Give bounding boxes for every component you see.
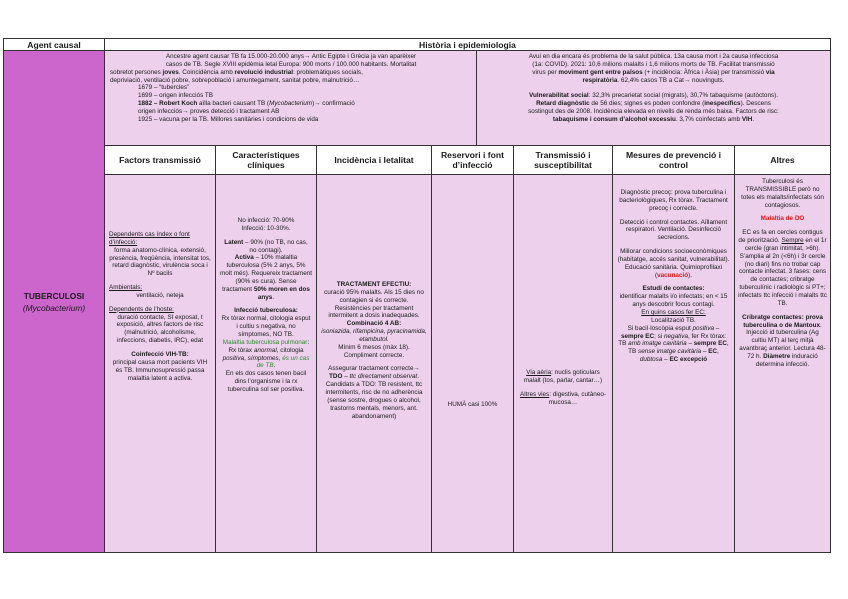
factors-cell: [104, 174, 216, 553]
history-header: Història i epidemiologia: [104, 38, 831, 51]
measures-text: Diagnòstic precoç: prova tuberculina i bacteriològiques, Rx tòrax. Tractament precoç i correcte.: [619, 189, 728, 212]
factors-text: principal causa mort pacients VIH és TB. Immunosupressió passa malaltia latent a activa.: [112, 358, 208, 382]
agent-name: TUBERCULOSI: [23, 290, 85, 301]
transmission-air: Via aèria: nuclis goticulars malalt (tos, parlar, cantar…): [523, 369, 603, 384]
measures-text: identificar malalts i/o infectats; en < 15 anys descobrir focus contagi.: [619, 293, 728, 309]
factors-heading: Dependents de l’hoste:: [109, 305, 174, 313]
factors-heading: Coinfecció VIH-TB:: [131, 350, 189, 358]
history-line: 1679 – “tubercles”: [138, 84, 190, 92]
incidence-heading: TRACTAMENT EFECTIU:: [336, 281, 412, 288]
clinic-disease: Malaltia tuberculosa pulmonar: Rx tòrax anormal, citologia positiva, símptomes, és un cas de TB.: [222, 338, 310, 370]
others-do: Malaltia de DO: [760, 215, 805, 223]
incidence-tdo: Assegurar tractament correcte→ TDO – ttc directament observat.: [328, 365, 420, 381]
reservoir-cell: [431, 174, 514, 553]
history-line: sobretot persones joves. Coincidència amb revolució industrial: problemàtiques socials,: [110, 68, 363, 76]
epidemiology-cell: [476, 50, 831, 158]
others-ec: EC es fa en cercles contigus de priorització. Sempre en el 1r cercle (gran intimitat, >6h). S’amplia al 2n (<6h) i 3r cercle (no diari) fins no trobar cap contacte infectat. 3 fases: cens de contactes; cribratge tuberculínic i radiològic si PT+; infectats ttc infecció i malalts ttc TB.: [738, 229, 827, 307]
factors-heading: Dependents cas índex o font d’infecció:: [109, 231, 190, 246]
epi-line: Retard diagnòstic de 56 dies; signes es poden confondre (inespecífics). Descens: [536, 100, 771, 108]
history-line: 1882 – Robert Koch aïlla bacteri causant TB (Mycobacterium)→ confirmació: [138, 100, 355, 108]
epi-line: respiratòria. 62,4% casos TB a Cat→ nouvinguts.: [582, 76, 725, 84]
col-header-incidence: Incidència i letalitat: [316, 145, 432, 175]
factors-heading: Ambientals:: [109, 284, 143, 292]
incidence-text: curació 95% malalts. Als 15 dies no contagien si és correcte. Resistències per tractament intermitent a dosis inadequades.: [324, 288, 424, 320]
measures-heading: Estudi de contactes:: [642, 285, 705, 293]
agent-causal-header: Agent causal: [3, 38, 105, 51]
epidemiology-table: [3, 38, 831, 553]
epi-line: Avui en dia encara és problema de la salut pública. 13a causa mort i 2a causa infecciosa: [528, 53, 779, 60]
history-cell: [104, 50, 477, 158]
col-header-others: Altres: [734, 145, 831, 175]
history-line: depriviació, ventilació pobre, sobrepoblació i amuntegament, sanitat pobre, malnutrició…: [110, 76, 360, 84]
epi-line: sostingut des de 2008. Incidència elevada en nivells de renda més baixa. Factors de risc:: [528, 108, 779, 116]
measures-text: Detecció i control contactes. Aïllament respiratori. Ventilació. Desinfecció secrecions.: [619, 218, 728, 242]
incidence-text: Candidats a TDO: TB resistent, ttc intermitents, risc de no adherència (sense sostre, drogues o alcohol, trastorns mentals, menors, ant. abandonament): [325, 381, 423, 420]
measures-cell: [612, 174, 735, 553]
clinic-cell: [215, 174, 317, 553]
transmission-other: Altres vies: digestiva, cutàneo-mucosa…: [519, 390, 607, 406]
history-line: casos de TB. Segle XVIII epidèmia letal Europa: 900 morts / 100.000 habitants. Mortalitat: [165, 60, 417, 68]
col-header-reservoir: Reservori i font d’infecció: [431, 145, 514, 175]
incidence-text: Mínim 6 mesos (màx 18). Compliment correcte.: [338, 343, 410, 359]
transmission-cell: [513, 174, 613, 553]
epi-line: tabaquisme i consum d’alcohol excessiu. 3,7% coinfectats amb VIH.: [552, 115, 755, 123]
measures-text: Localització TB.: [651, 316, 696, 324]
incidence-cell: [316, 174, 432, 553]
clinic-latent: Latent – 90% (no TB, no cas, no contagi).: [224, 238, 308, 254]
clinic-text: Rx tòrax normal, citologia esput i cultiu s negativa, no símptomes, NO TB.: [221, 315, 311, 338]
others-cell: [734, 174, 831, 553]
measures-heading: En quins casos fer EC:: [641, 308, 706, 316]
col-header-clinic: Característiques clíniques: [215, 145, 317, 175]
factors-text: forma anatomo-clínica, extensió, presència, freqüència, intensitat tos, retard diagnòstic, virulència soca i Nº bacils: [109, 246, 211, 278]
history-line: 1925 – vacuna per la TB. Millores sanitàries i condicions de vida: [138, 115, 319, 123]
col-header-factors: Factors transmissió: [104, 145, 216, 175]
clinic-active: Activa – 10% malaltia tuberculosa (5% 2 anys, 5% molt més). Requereix tractament (90% es cura). Sense tractament 50% moren en dos anys.: [220, 254, 313, 301]
others-mantoux: Cribratge contactes: prova tuberculina o de Mantoux. Injecció id tuberculina (Ag cultiu MT) al terç mitjà avantbraç anterior. Lectura 48-72 h. Diàmetre induració determina infecció.: [739, 313, 826, 368]
clinic-text: Infecció: 10-30%.: [241, 224, 291, 232]
incidence-heading: Combinació 4 AB:: [346, 320, 402, 328]
epi-line: (1a: COVID). 2021: 10,6 milions malalts i 1,6 milions morts de TB. Facilitat transmissió: [532, 60, 775, 68]
history-line: Ancestre agent causar TB fa 15.000-20.000 anys→ Antic Egipte i Grècia ja van aparèixer: [165, 53, 417, 60]
epi-line: virus per moviment gent entre països (+ incidència: Àfrica i Àsia) per transmissió via: [532, 68, 775, 76]
agent-species: (Mycobacterium): [22, 302, 86, 313]
history-line: 1699 – origen infecciós TB: [138, 92, 213, 100]
measures-ec: Si bacil·loscòpia esput positiva – sempre EC; si negativa, fer Rx tòrax: TB amb imatge cavitària – sempre EC, TB sense imatge cavitària – EC, dubtosa – EC excepció: [618, 324, 729, 364]
measures-text: Millorar condicions socioeconòmiques (habitatge, accés sanitat, vulnerabilitat). Educació sanitària. Quimioprofilaxi (vacunació).: [617, 248, 730, 279]
clinic-heading: Infecció tuberculosa:: [234, 307, 298, 315]
epi-line: Vulnerabilitat social: 32,3% precarietat social (migrats), 30,7% tabaquisme (autòctons).: [528, 92, 779, 100]
col-header-measures: Mesures de prevenció i control: [612, 145, 735, 175]
agent-cell: [3, 50, 105, 553]
history-line: origen infecciós→ proves detecció i tractament AB: [138, 107, 280, 115]
others-text: Tuberculosi és TRANSMISSIBLE però no totes els malalts/infectats són contagiosos.: [741, 178, 824, 209]
col-header-transmission: Transmissió i susceptibilitat: [513, 145, 613, 175]
factors-text: duració contacte, SI exposat, t exposició, altres factors de risc (malnutrició, alcoholisme, infeccions, diabetis, IRC), edat: [116, 313, 204, 345]
clinic-text: En els dos casos tenen bacil dins l’organisme i la rx tuberculina sol ser positiva.: [225, 370, 307, 393]
factors-text: ventilació, neteja: [136, 291, 184, 299]
reservoir-text: HUMÀ casi 100%: [447, 401, 498, 408]
clinic-text: No infecció: 70-90%: [237, 217, 295, 224]
incidence-text: isoniazida, rifampicina, pyracinamida, etambutol.: [321, 328, 427, 343]
